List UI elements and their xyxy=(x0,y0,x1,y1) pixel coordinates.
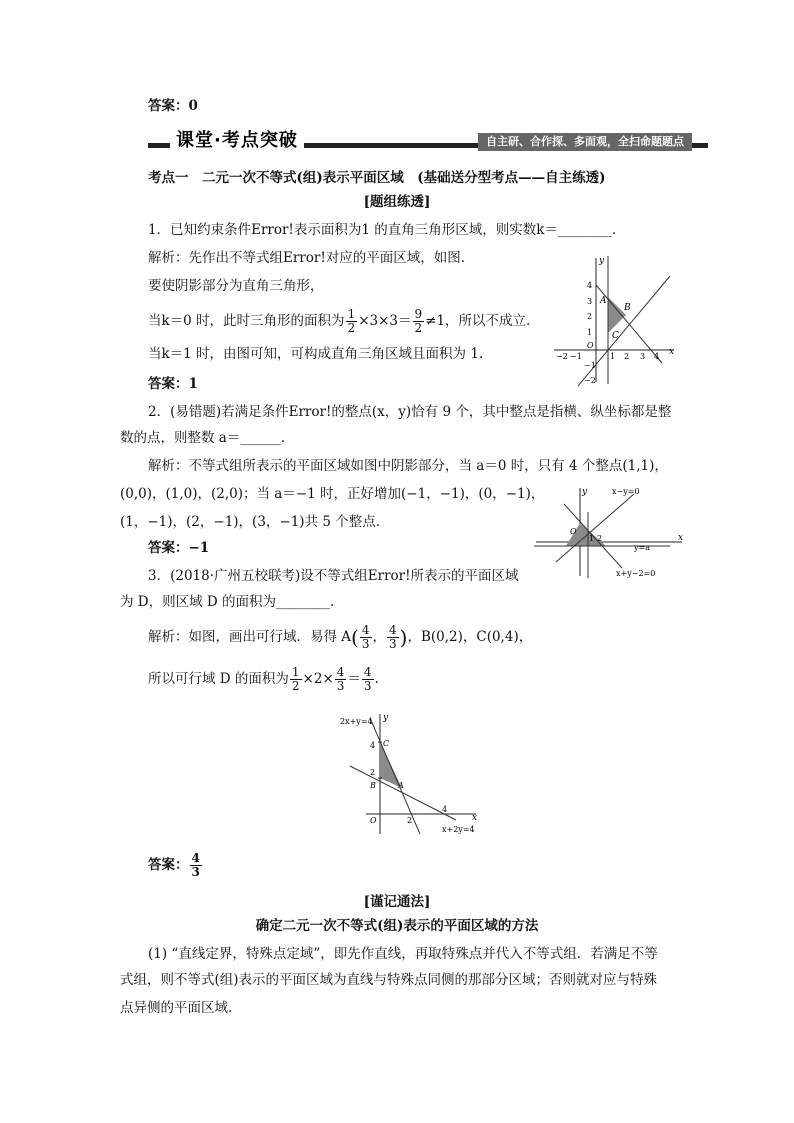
q3-f2-den: 3 xyxy=(336,679,345,693)
q3-sol1-post: ，B(0,2)，C(0,4)， xyxy=(407,629,533,645)
q1-stem: 1．已知约束条件Error!表示面积为1 的直角三角形区域，则实数k＝________. xyxy=(148,222,617,238)
q1-tick-y: 4 xyxy=(587,281,593,290)
q1-f2-den: 2 xyxy=(414,321,423,335)
q2-solution-1: 解析：不等式组所表示的平面区域如图中阴影部分，当 a＝0 时，只有 4 个整点(1,1)， xyxy=(148,458,668,474)
q1-fraction-2 xyxy=(413,308,425,335)
q1-tick-y: 2 xyxy=(587,312,593,321)
q2-label-l1: x−y=0 xyxy=(612,487,640,496)
q3-line-2x-y xyxy=(370,718,420,834)
q3-answer xyxy=(148,850,203,880)
q1-solution-3 xyxy=(148,306,530,336)
q3-f2-num: 4 xyxy=(336,665,345,679)
q1-x-label: x xyxy=(669,347,675,357)
q3-sol2-post: . xyxy=(374,671,379,687)
q1-y-label: y xyxy=(599,256,605,266)
q1-sol3-post: ≠1，所以不成立. xyxy=(425,313,531,329)
q3-solution-1: 解析：如图，画出可行域．易得 A( $\frac{4}{3}$ ， $\frac{4}{3}$ )，B(0,2)，C(0,4)， xyxy=(148,623,533,651)
group-label: [题组练透] xyxy=(363,194,431,210)
q2-tick-2: 2 xyxy=(597,534,603,543)
q3-tick-label-x2: 2 xyxy=(407,816,413,825)
q1-fraction-1 xyxy=(346,308,358,335)
q1-solution-4: 当k＝1 时，由图可知，可构成直角三角区域且面积为 1. xyxy=(148,346,484,362)
q3-sol2-mid: ×2× xyxy=(302,671,334,687)
q2-answer: 答案：−1 xyxy=(148,540,210,556)
q3-paren-close: ) xyxy=(399,625,408,650)
q2-origin: O xyxy=(570,527,577,536)
q3-fraction-2 xyxy=(335,666,347,693)
q1-tick-x: 4 xyxy=(654,352,660,361)
q3-ans-den: 3 xyxy=(191,865,200,879)
section-title: 考点一 二元一次不等式(组)表示平面区域 (基础送分型考点——自主练透) xyxy=(148,170,606,186)
q1-figure xyxy=(548,252,680,388)
q3-f3-den: 3 xyxy=(363,679,372,693)
q3-a-x-num: 4 xyxy=(361,623,370,637)
q3-point-a: A xyxy=(398,781,404,790)
q3-tick-label-4: 4 xyxy=(370,741,376,750)
q1-tick-y: −1 xyxy=(584,361,596,370)
q2-figure xyxy=(530,482,690,580)
q1-origin: O xyxy=(587,341,594,350)
q3-a-x-den: 3 xyxy=(361,637,370,651)
q3-paren-open: ( xyxy=(351,625,359,650)
q3-a-y xyxy=(387,624,399,651)
q3-f1-num: 1 xyxy=(291,665,300,679)
q2-x-label: x xyxy=(678,533,684,543)
q3-label-l1: 2x+y=4 xyxy=(340,717,373,726)
q3-stem-1: 3．(2018·广州五校联考)设不等式组Error!所表示的平面区域 xyxy=(148,568,519,584)
q3-label-l2: x+2y=4 xyxy=(442,825,475,834)
q3-tick-label-x4: 4 xyxy=(442,805,448,814)
q3-f3-num: 4 xyxy=(363,665,372,679)
q1-point-a: A xyxy=(600,296,607,306)
q1-f1-num: 1 xyxy=(347,307,356,321)
q2-label-l3: x+y−2=0 xyxy=(616,569,656,578)
q2-tick-1: 1 xyxy=(589,534,595,543)
method-title: 确定二元一次不等式(组)表示的平面区域的方法 xyxy=(255,918,539,934)
q2-solution-3: (1，−1)，(2，−1)，(3，−1)共 5 个整点. xyxy=(120,514,381,530)
q3-figure xyxy=(336,708,482,836)
q1-solution-2: 要使阴影部分为直角三角形， xyxy=(148,278,324,294)
q1-f2-num: 9 xyxy=(414,307,423,321)
q3-line-x-2y xyxy=(350,766,456,820)
q3-fraction-1 xyxy=(290,666,302,693)
section-banner xyxy=(148,128,708,154)
q2-solution-2: (0,0)，(1,0)，(2,0)；当 a＝−1 时，正好增加(−1，−1)，(0，−1)， xyxy=(120,486,545,502)
answer-top: 答案：0 xyxy=(148,98,198,114)
q3-solution-2 xyxy=(148,664,379,694)
q3-tick-label-2: 2 xyxy=(370,768,376,777)
q3-origin: O xyxy=(370,816,377,825)
method-label: [谨记通法] xyxy=(363,894,431,910)
q3-ans-num: 4 xyxy=(191,851,200,865)
q2-y-label: y xyxy=(582,487,588,497)
q3-x-label: x xyxy=(472,813,478,823)
q3-fraction-3 xyxy=(362,666,374,693)
banner-subtitle: 自主研、合作探、多面观，全扫命题题点 xyxy=(478,133,692,151)
q2-line-x-minus-y xyxy=(556,494,634,562)
q3-a-y-num: 4 xyxy=(389,623,397,637)
q3-a-x xyxy=(360,624,372,651)
q3-sol1-pre: 解析：如图，画出可行域．易得 A xyxy=(148,629,352,645)
q1-point-b: B xyxy=(624,303,631,313)
q1-point-c: C xyxy=(612,331,619,341)
q3-sol2-eq: ＝ xyxy=(347,671,361,687)
q2-stem-1: 2．(易错题)若满足条件Error!的整点(x，y)恰有 9 个，其中整点是指横、纵坐标都是整 xyxy=(148,404,672,420)
q1-tick-x: −1 xyxy=(570,352,582,361)
q1-tick-x: 3 xyxy=(640,352,646,361)
q1-answer: 答案：1 xyxy=(148,376,198,392)
method-paragraph-3: 点异侧的平面区域． xyxy=(120,1000,242,1016)
q1-tick-x: −2 xyxy=(556,352,568,361)
q2-stem-2: 数的点，则整数 a＝______. xyxy=(120,430,286,446)
q3-point-b: B xyxy=(370,781,376,790)
method-paragraph-1: (1) “直线定界，特殊点定域”，即先作直线，再取特殊点并代入不等式组．若满足不等 xyxy=(148,946,658,962)
q1-tick-x: 2 xyxy=(624,352,630,361)
banner-title: 课堂·考点突破 xyxy=(170,128,304,154)
q3-point-c: C xyxy=(383,739,390,748)
q1-tick-x: 1 xyxy=(610,352,616,361)
q3-y-label: y xyxy=(383,713,389,723)
q1-f1-den: 2 xyxy=(347,321,356,335)
q3-a-y-den: 3 xyxy=(389,637,397,651)
q3-stem-2: 为 D，则区域 D 的面积为________. xyxy=(120,594,335,610)
q3-f1-den: 2 xyxy=(291,679,300,693)
q1-sol3-mid: ×3×3＝ xyxy=(358,313,412,329)
method-paragraph-2: 式组，则不等式(组)表示的平面区域为直线与特殊点同侧的那部分区域；否则就对应与特殊 xyxy=(120,972,658,988)
q2-label-l2: y=a xyxy=(634,543,650,552)
q1-tick-y: −2 xyxy=(584,376,596,385)
q3-sol2-pre: 所以可行域 D 的面积为 xyxy=(148,671,289,687)
q3-answer-label: 答案： xyxy=(148,857,189,873)
q1-tick-y: 1 xyxy=(587,328,593,337)
q1-solution-1: 解析：先作出不等式组Error!对应的平面区域，如图. xyxy=(148,250,466,266)
q3-answer-fraction xyxy=(190,852,202,879)
q1-sol3-pre: 当k＝0 时，此时三角形的面积为 xyxy=(148,313,345,329)
q1-tick-y: 3 xyxy=(587,297,593,306)
